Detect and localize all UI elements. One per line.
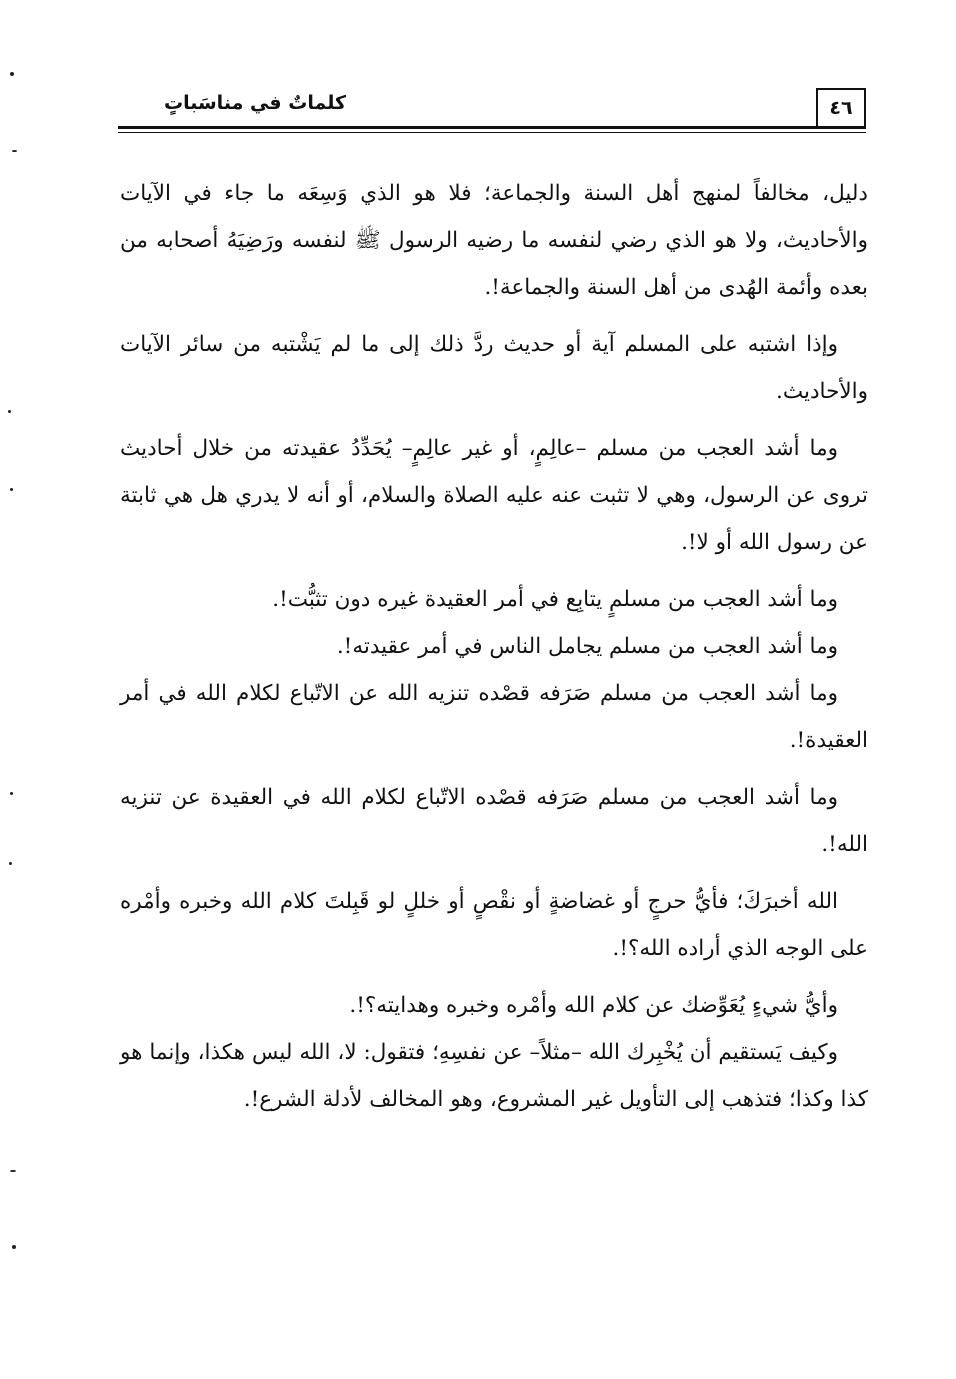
- paragraph: دليل، مخالفاً لمنهج أهل السنة والجماعة؛ فلا هو الذي وَسِعَه ما جاء في الآيات والأحاديث، ولا هو الذي رضي لنفسه ما رضيه الرسول ﷺ لنفسه ورَضِيَهُ أصحابه من بعده وأئمة الهُدى من أهل السنة والجماعة!.: [120, 181, 868, 300]
- body-text: [120, 170, 868, 1133]
- scan-speck: [10, 1170, 16, 1172]
- header-rule-thick: [118, 126, 866, 129]
- scan-speck: [12, 1245, 16, 1249]
- paragraph: وأيُّ شيءٍ يُعَوِّضك عن كلام الله وأمْره وخبره وهدايته؟!.: [349, 993, 838, 1018]
- paragraph: وما أشد العجب من مسلم صَرَفه قصْده تنزيه الله عن الاتّباع لكلام الله في أمر العقيدة!.: [120, 681, 868, 753]
- scan-speck: [10, 72, 14, 76]
- paragraph: وإذا اشتبه على المسلم آية أو حديث ردَّ ذلك إلى ما لم يَشْتبه من سائر الآيات والأحاديث.: [120, 332, 868, 404]
- scan-speck: [9, 862, 12, 865]
- paragraph: وكيف يَستقيم أن يُخْبِرك الله –مثلاً– عن نفسِهِ؛ فتقول: لا، الله ليس هكذا، وإنما هو كذا وكذا؛ فتذهب إلى التأويل غير المشروع، وهو المخالف لأدلة الشرع!.: [120, 1040, 868, 1112]
- page-header: [118, 84, 866, 140]
- header-rule-thin: [118, 132, 866, 133]
- paragraph: وما أشد العجب من مسلم يجامل الناس في أمر عقيدته!.: [336, 634, 838, 659]
- paragraph: وما أشد العجب من مسلم –عالِمٍ، أو غير عالِمٍ– يُحَدِّدُ عقيدته من خلال أحاديث تروى عن الرسول، وهي لا تثبت عنه عليه الصلاة والسلام، أو أنه لا يدري هل هي ثابتة عن رسول الله أو لا!.: [120, 436, 868, 555]
- scan-speck: [12, 150, 17, 152]
- page-number: ٤٦: [816, 88, 866, 126]
- paragraph: الله أخبرَكَ؛ فأيُّ حرجٍ أو غضاضةٍ أو نقْصٍ أو خللٍ لو قَبِلتَ كلام الله وخبره وأمْره على الوجه الذي أراده الله؟!.: [120, 889, 868, 961]
- paragraph: وما أشد العجب من مسلم صَرَفه قصْده الاتّباع لكلام الله في العقيدة عن تنزيه الله!.: [120, 785, 868, 857]
- scan-speck: [10, 792, 13, 795]
- running-title: كلماتٌ في مناسَباتٍ: [164, 92, 346, 114]
- paragraph: وما أشد العجب من مسلمٍ يتابِع في أمر العقيدة غيره دون تثبُّت!.: [272, 587, 838, 612]
- scan-speck: [10, 488, 13, 491]
- scan-speck: [8, 410, 11, 413]
